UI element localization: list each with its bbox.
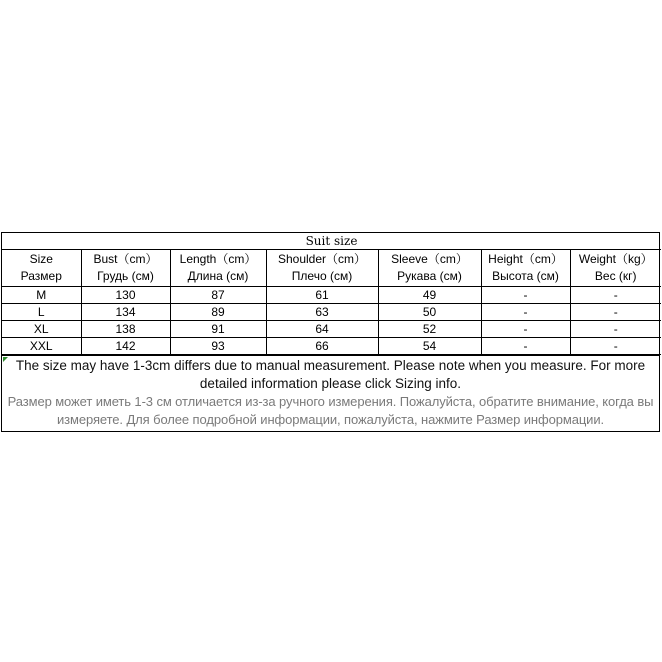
header-bust	[81, 250, 170, 287]
cell-sleeve: 54	[378, 338, 481, 355]
cell-weight: -	[570, 287, 661, 304]
cell-sleeve: 49	[378, 287, 481, 304]
table-row	[2, 287, 661, 304]
cell-height: -	[481, 338, 570, 355]
corner-mark-icon	[3, 357, 8, 362]
size-table	[2, 233, 661, 355]
title-row	[2, 233, 661, 250]
header-ru: Длина (см)	[187, 269, 249, 283]
cell-height: -	[481, 287, 570, 304]
cell-length: 87	[170, 287, 266, 304]
cell-size: L	[2, 304, 81, 321]
header-size	[2, 250, 81, 287]
size-chart	[1, 232, 660, 432]
cell-shoulder: 66	[266, 338, 378, 355]
header-en: Height（cm）	[488, 252, 563, 266]
cell-sleeve: 50	[378, 304, 481, 321]
header-ru: Рукава (см)	[397, 269, 462, 283]
header-length	[170, 250, 266, 287]
note-english: The size may have 1-3cm differs due to manual measurement. Please note when you measure. For more detailed information please click Sizing info.	[15, 358, 646, 391]
cell-weight: -	[570, 338, 661, 355]
table-row	[2, 321, 661, 338]
cell-bust: 130	[81, 287, 170, 304]
cell-length: 93	[170, 338, 266, 355]
cell-weight: -	[570, 304, 661, 321]
cell-shoulder: 64	[266, 321, 378, 338]
cell-length: 89	[170, 304, 266, 321]
size-note	[2, 355, 659, 431]
chart-title: Suit size	[2, 233, 661, 250]
cell-height: -	[481, 321, 570, 338]
note-russian: Размер может иметь 1-3 см отличается из-за ручного измерения. Пожалуйста, обратите внимание, когда вы измеряете. Для более подробной информации, пожалуйста, нажмите Размер информации.	[7, 394, 654, 427]
cell-bust: 134	[81, 304, 170, 321]
header-ru: Размер	[20, 269, 62, 283]
header-ru: Грудь (см)	[97, 269, 154, 283]
header-weight	[570, 250, 661, 287]
table-row	[2, 304, 661, 321]
header-ru: Вес (кг)	[594, 269, 637, 283]
cell-size: XXL	[2, 338, 81, 355]
header-en: Sleeve（cm）	[391, 252, 468, 266]
cell-weight: -	[570, 321, 661, 338]
header-en: Bust（cm）	[93, 252, 158, 266]
header-sleeve	[378, 250, 481, 287]
table-row	[2, 338, 661, 355]
cell-shoulder: 63	[266, 304, 378, 321]
cell-size: XL	[2, 321, 81, 338]
header-row	[2, 250, 661, 287]
cell-length: 91	[170, 321, 266, 338]
header-en: Size	[29, 252, 53, 266]
header-ru: Высота (см)	[492, 269, 559, 283]
cell-shoulder: 61	[266, 287, 378, 304]
header-en: Shoulder（cm）	[277, 252, 367, 266]
header-height	[481, 250, 570, 287]
cell-bust: 142	[81, 338, 170, 355]
header-en: Length（cm）	[179, 252, 257, 266]
header-en: Weight（kg）	[578, 252, 653, 266]
header-ru: Плечо (см)	[291, 269, 353, 283]
cell-sleeve: 52	[378, 321, 481, 338]
cell-height: -	[481, 304, 570, 321]
cell-size: M	[2, 287, 81, 304]
header-shoulder	[266, 250, 378, 287]
cell-bust: 138	[81, 321, 170, 338]
